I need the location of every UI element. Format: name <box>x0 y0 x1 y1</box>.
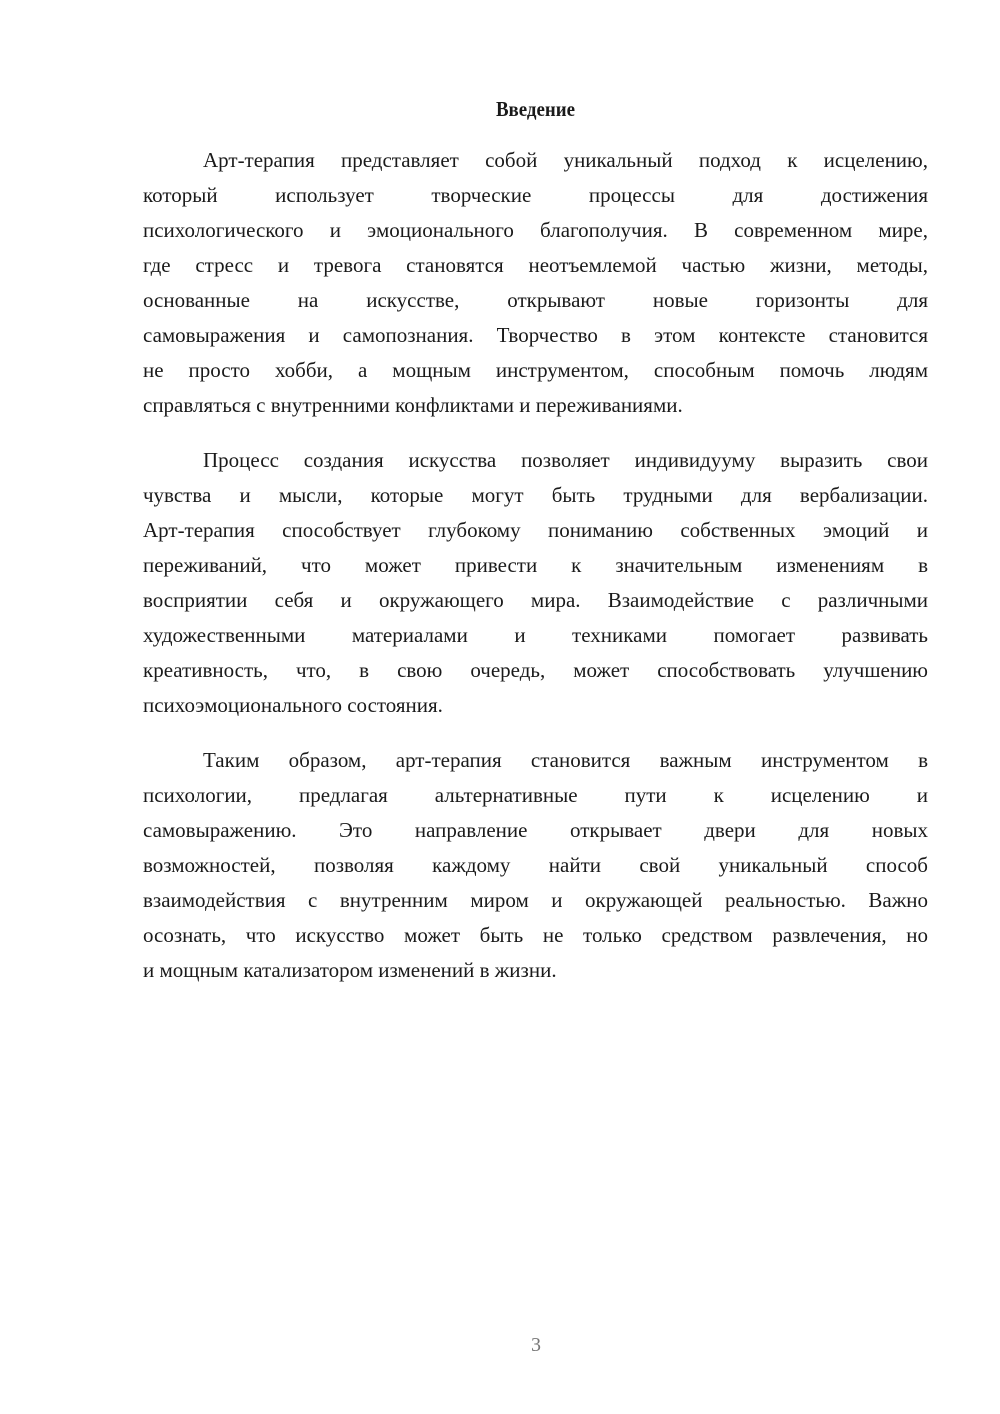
text-line: художественными материалами и техниками помогает развивать <box>143 623 928 647</box>
text-line: справляться с внутренними конфликтами и переживаниями. <box>143 393 683 417</box>
text-line: психологического и эмоционального благополучия. В современном мире, <box>143 218 928 242</box>
document-body <box>143 143 928 1008</box>
text-line: взаимодействия с внутренним миром и окружающей реальностью. Важно <box>143 888 928 912</box>
text-line: восприятии себя и окружающего мира. Взаимодействие с различными <box>143 588 928 612</box>
text-line: самовыражению. Это направление открывает двери для новых <box>143 818 928 842</box>
text-line: креативность, что, в свою очередь, может способствовать улучшению <box>143 658 928 682</box>
text-line: чувства и мысли, которые могут быть трудными для вербализации. <box>143 483 928 507</box>
text-line: который использует творческие процессы для достижения <box>143 183 928 207</box>
text-line: Арт-терапия способствует глубокому пониманию собственных эмоций и <box>143 518 928 542</box>
text-line: где стресс и тревога становятся неотъемлемой частью жизни, методы, <box>143 253 928 277</box>
text-line: основанные на искусстве, открывают новые горизонты для <box>143 288 928 312</box>
paragraph <box>143 443 928 723</box>
paragraph <box>143 143 928 423</box>
paragraph <box>143 743 928 988</box>
text-line: психоэмоционального состояния. <box>143 693 443 717</box>
text-line: возможностей, позволяя каждому найти свой уникальный способ <box>143 853 928 877</box>
text-line: Арт-терапия представляет собой уникальный подход к исцелению, <box>203 148 928 172</box>
text-line: психологии, предлагая альтернативные пути к исцелению и <box>143 783 928 807</box>
section-heading: Введение <box>495 97 576 121</box>
text-line: переживаний, что может привести к значительным изменениям в <box>143 553 928 577</box>
text-line: Процесс создания искусства позволяет индивидууму выразить свои <box>203 448 928 472</box>
text-line: Таким образом, арт-терапия становится важным инструментом в <box>203 748 928 772</box>
text-line: самовыражения и самопознания. Творчество в этом контексте становится <box>143 323 928 347</box>
page-number: 3 <box>531 1334 541 1356</box>
text-line: не просто хобби, а мощным инструментом, способным помочь людям <box>143 358 928 382</box>
text-line: осознать, что искусство может быть не только средством развлечения, но <box>143 923 928 947</box>
text-line: и мощным катализатором изменений в жизни. <box>143 958 557 982</box>
